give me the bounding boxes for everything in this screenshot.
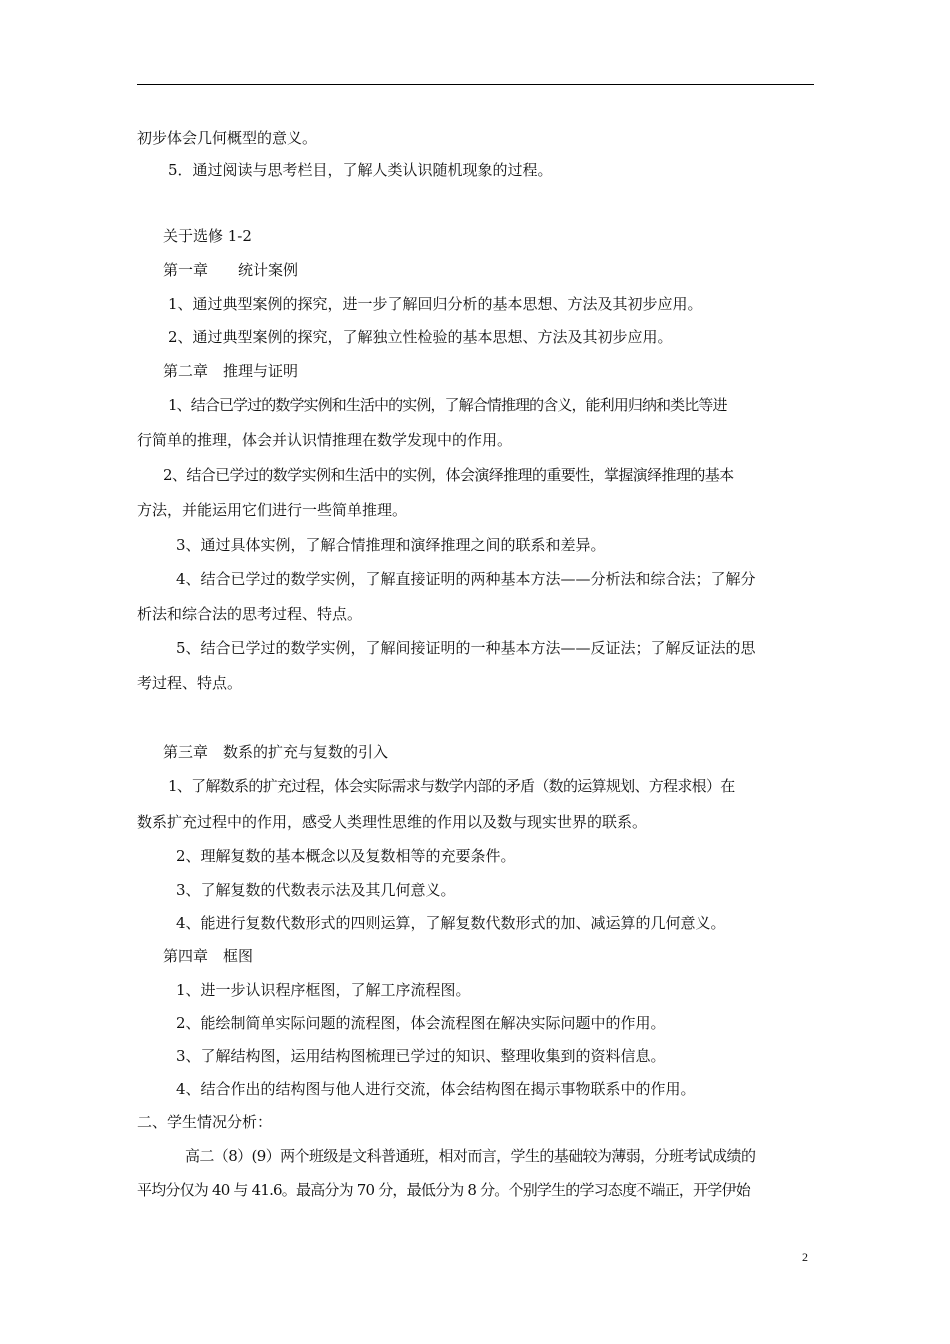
header-rule bbox=[137, 84, 814, 85]
text-line-13: 4、结合已学过的数学实例，了解直接证明的两种基本方法——分析法和综合法；了解分 bbox=[176, 570, 756, 588]
section-heading-student-analysis: 二、学生情况分析： bbox=[137, 1113, 273, 1131]
text-line-24: 1、进一步认识程序框图，了解工序流程图。 bbox=[176, 981, 471, 999]
text-line-21: 3、了解复数的代数表示法及其几何意义。 bbox=[176, 881, 456, 899]
section-heading-elective: 关于选修 1-2 bbox=[163, 227, 252, 245]
text-line-20: 2、理解复数的基本概念以及复数相等的充要条件。 bbox=[176, 847, 516, 865]
chapter-3-heading: 第三章 数系的扩充与复数的引入 bbox=[163, 743, 389, 761]
text-line-12: 3、通过具体实例，了解合情推理和演绎推理之间的联系和差异。 bbox=[176, 536, 606, 554]
text-line-10: 2、结合已学过的数学实例和生活中的实例，体会演绎推理的重要性，掌握演绎推理的基本 bbox=[163, 466, 734, 484]
chapter-4-heading: 第四章 框图 bbox=[163, 947, 254, 965]
text-line-25: 2、能绘制简单实际问题的流程图，体会流程图在解决实际问题中的作用。 bbox=[176, 1014, 666, 1032]
text-line-11: 方法，并能运用它们进行一些简单推理。 bbox=[137, 501, 408, 519]
text-line-5: 1、通过典型案例的探究，进一步了解回归分析的基本思想、方法及其初步应用。 bbox=[168, 295, 703, 313]
text-line-16: 考过程、特点。 bbox=[137, 674, 243, 692]
page-number: 2 bbox=[802, 1250, 808, 1264]
text-line-8: 1、结合已学过的数学实例和生活中的实例，了解合情推理的含义，能利用归纳和类比等进 bbox=[168, 396, 727, 414]
text-line-22: 4、能进行复数代数形式的四则运算，了解复数代数形式的加、减运算的几何意义。 bbox=[176, 914, 726, 932]
chapter-2-heading: 第二章 推理与证明 bbox=[163, 362, 299, 380]
text-line-1: 初步体会几何概型的意义。 bbox=[137, 129, 318, 147]
text-line-26: 3、了解结构图，运用结构图梳理已学过的知识、整理收集到的资料信息。 bbox=[176, 1047, 666, 1065]
text-line-27: 4、结合作出的结构图与他人进行交流，体会结构图在揭示事物联系中的作用。 bbox=[176, 1080, 696, 1098]
chapter-1-heading: 第一章 统计案例 bbox=[163, 261, 299, 279]
text-line-6: 2、通过典型案例的探究，了解独立性检验的基本思想、方法及其初步应用。 bbox=[168, 328, 673, 346]
text-line-29: 高二（8）(9）两个班级是文科普通班，相对而言，学生的基础较为薄弱，分班考试成绩的 bbox=[185, 1147, 756, 1165]
text-line-14: 析法和综合法的思考过程、特点。 bbox=[137, 605, 363, 623]
text-line-19: 数系扩充过程中的作用，感受人类理性思维的作用以及数与现实世界的联系。 bbox=[137, 813, 648, 831]
text-line-9: 行简单的推理，体会并认识情推理在数学发现中的作用。 bbox=[137, 431, 513, 449]
text-line-18: 1、了解数系的扩充过程，体会实际需求与数学内部的矛盾（数的运算规划、方程求根）在 bbox=[168, 777, 735, 795]
text-line-30: 平均分仅为 40 与 41.6。最高分为 70 分，最低分为 8 分。个别学生的学习态度不端正，开学伊始 bbox=[137, 1181, 750, 1199]
text-line-2: 5．通过阅读与思考栏目，了解人类认识随机现象的过程。 bbox=[168, 161, 553, 179]
text-line-15: 5、结合已学过的数学实例，了解间接证明的一种基本方法——反证法；了解反证法的思 bbox=[176, 639, 756, 657]
